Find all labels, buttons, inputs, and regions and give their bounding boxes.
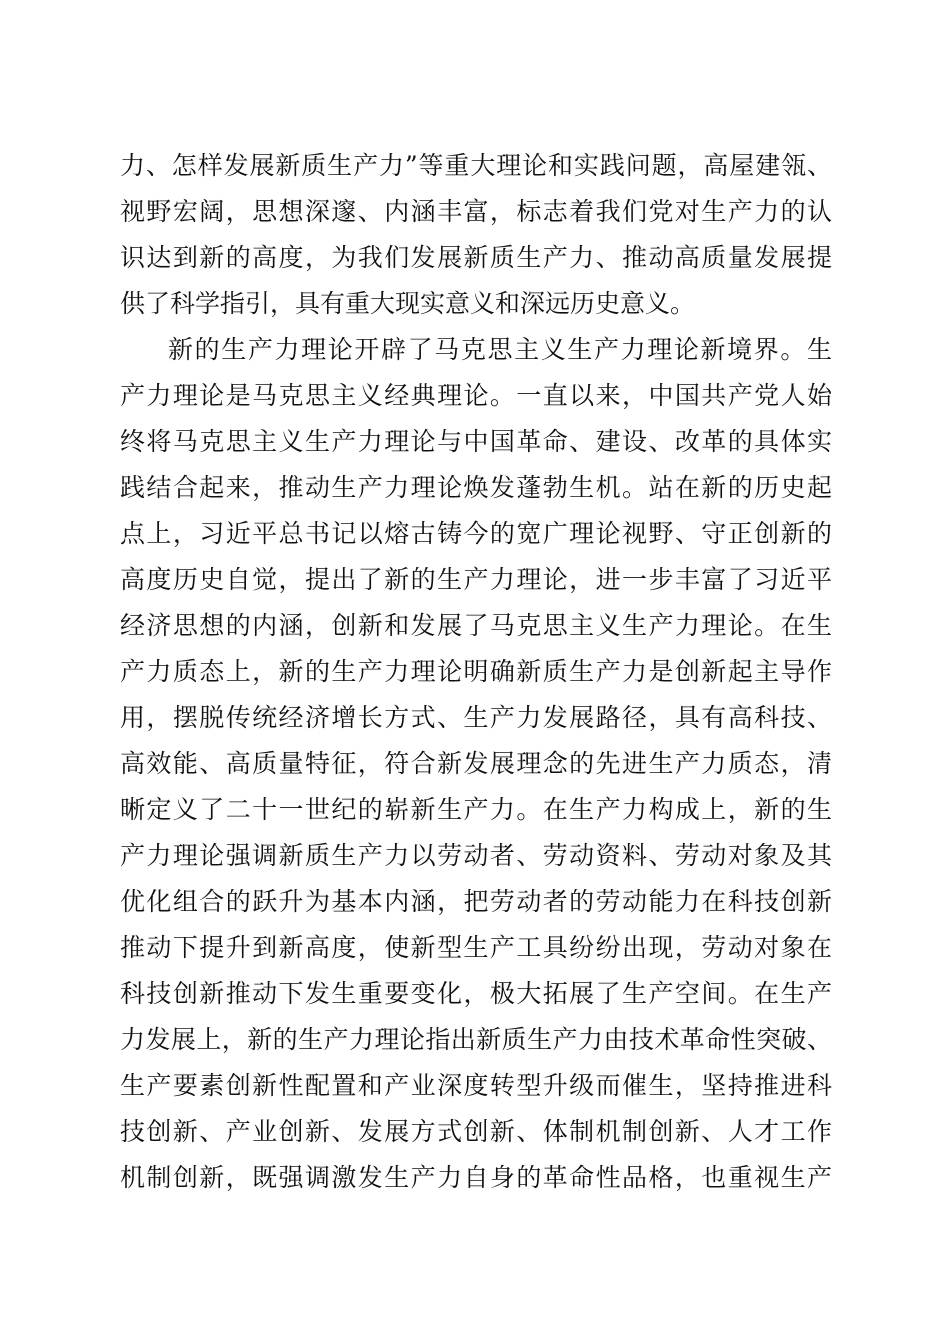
text-line: 识达到新的高度，为我们发展新质生产力、推动高质量发展提 — [120, 243, 832, 272]
text-line: 优化组合的跃升为基本内涵，把劳动者的劳动能力在科技创新 — [120, 887, 832, 916]
text-line: 视野宏阔，思想深邃、内涵丰富，标志着我们党对生产力的认 — [120, 197, 832, 226]
paragraph-2 — [120, 327, 832, 1201]
text-line: 供了科学指引，具有重大现实意义和深远历史意义。 — [120, 289, 696, 318]
text-line: 力、怎样发展新质生产力”等重大理论和实践问题，高屋建瓴、 — [120, 151, 832, 180]
text-line: 经济思想的内涵，创新和发展了马克思主义生产力理论。在生 — [120, 611, 832, 640]
text-line: 产力理论是马克思主义经典理论。一直以来，中国共产党人始 — [120, 381, 832, 410]
text-line: 点上，习近平总书记以熔古铸今的宽广理论视野、守正创新的 — [120, 519, 832, 548]
text-line: 用，摆脱传统经济增长方式、生产力发展路径，具有高科技、 — [120, 703, 832, 732]
text-line: 力发展上，新的生产力理论指出新质生产力由技术革命性突破、 — [120, 1025, 832, 1054]
text-line: 高度历史自觉，提出了新的生产力理论，进一步丰富了习近平 — [120, 565, 832, 594]
text-line: 技创新、产业创新、发展方式创新、体制机制创新、人才工作 — [120, 1117, 832, 1146]
text-line: 践结合起来，推动生产力理论焕发蓬勃生机。站在新的历史起 — [120, 473, 832, 502]
text-line: 生产要素创新性配置和产业深度转型升级而催生，坚持推进科 — [120, 1071, 832, 1100]
text-line: 高效能、高质量特征，符合新发展理念的先进生产力质态，清 — [120, 749, 832, 778]
text-line: 推动下提升到新高度，使新型生产工具纷纷出现，劳动对象在 — [120, 933, 832, 962]
text-line: 终将马克思主义生产力理论与中国革命、建设、改革的具体实 — [120, 427, 832, 456]
text-line: 产力质态上，新的生产力理论明确新质生产力是创新起主导作 — [120, 657, 832, 686]
paragraph-1 — [120, 143, 832, 327]
body-text — [120, 143, 832, 1201]
text-line: 新的生产力理论开辟了马克思主义生产力理论新境界。生 — [168, 335, 832, 364]
text-line: 晰定义了二十一世纪的崭新生产力。在生产力构成上，新的生 — [120, 795, 832, 824]
text-line: 产力理论强调新质生产力以劳动者、劳动资料、劳动对象及其 — [120, 841, 832, 870]
text-line: 科技创新推动下发生重要变化，极大拓展了生产空间。在生产 — [120, 979, 832, 1008]
text-line: 机制创新，既强调激发生产力自身的革命性品格，也重视生产 — [120, 1163, 832, 1192]
